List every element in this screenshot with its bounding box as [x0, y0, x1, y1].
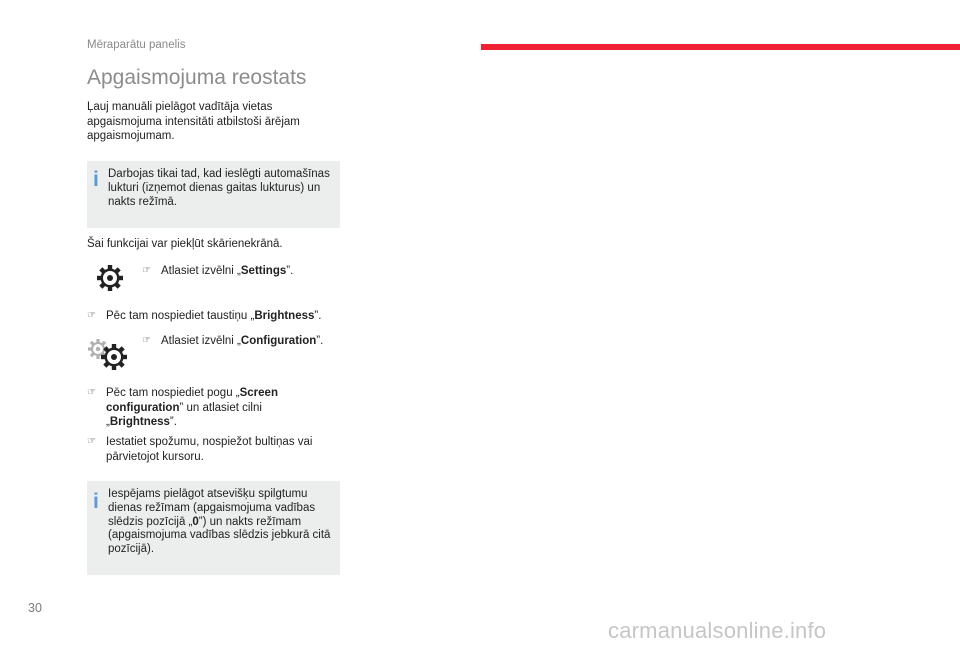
access-paragraph: Šai funkcijai var piekļūt skārienekrānā. [87, 238, 283, 250]
info-icon: i [93, 490, 99, 513]
step-text: Atlasiet izvēlni „ [161, 265, 241, 277]
intro-paragraph: Ļauj manuāli pielāgot vadītāja vietas apgaismojuma intensitāti atbilstoši ārējam apgaismojumam. [87, 101, 300, 142]
step-text-end: ”. [286, 265, 294, 277]
bullet-arrow-icon: ☞ [87, 310, 96, 321]
section-label: Mēraparātu panelis [87, 39, 186, 51]
info-note-text: Darbojas tikai tad, kad ieslēgti automašīnas lukturi (izņemot dienas gaitas lukturus) un nakts režīmā. [108, 168, 330, 208]
step-text-end: ”. [314, 310, 322, 322]
bullet-arrow-icon: ☞ [142, 335, 151, 346]
step-text: Iestatiet spožumu, nospiežot bultiņas vai pārvietojot kursoru. [106, 436, 313, 463]
bullet-arrow-icon: ☞ [142, 265, 151, 276]
note-keyword: 0 [192, 515, 199, 528]
configuration-gear-icon [86, 336, 130, 372]
info-note [87, 161, 340, 228]
step-text-end: ”. [316, 335, 324, 347]
step-text-mid: ” un atlasiet cilni „ [106, 401, 262, 428]
bullet-arrow-icon: ☞ [87, 387, 96, 398]
step-keyword: Configuration [240, 335, 317, 347]
step-text: Atlasiet izvēlni „ [161, 335, 241, 347]
note-text-end: ”) un nakts režīmam (apgaismojuma vadības slēdzis jebkurā citā pozīcijā). [108, 515, 331, 556]
step-keyword: Settings [240, 265, 287, 277]
watermark: carmanualsonline.info [608, 618, 827, 643]
note-text: Iespējams pielāgot atsevišķu spilgtumu dienas režīmam (apgaismojuma vadības slēdzis pozīcijā „ [108, 488, 316, 528]
info-note-2 [87, 481, 340, 575]
settings-gear-icon [95, 263, 125, 293]
step-keyword-2: Brightness [109, 416, 170, 428]
page-number: 30 [28, 601, 42, 615]
info-icon: i [93, 168, 99, 191]
step-keyword: Brightness [254, 310, 315, 322]
step-text: Pēc tam nospiediet pogu „ [106, 387, 240, 399]
step-keyword: Screen configuration [106, 387, 278, 414]
page-title: Apgaismojuma reostats [87, 66, 307, 89]
info-note-2-text [108, 488, 334, 557]
step-text: Pēc tam nospiediet taustiņu „ [106, 310, 255, 322]
step-text-end: ”. [169, 416, 177, 428]
accent-bar [481, 44, 960, 50]
bullet-arrow-icon: ☞ [87, 436, 96, 447]
